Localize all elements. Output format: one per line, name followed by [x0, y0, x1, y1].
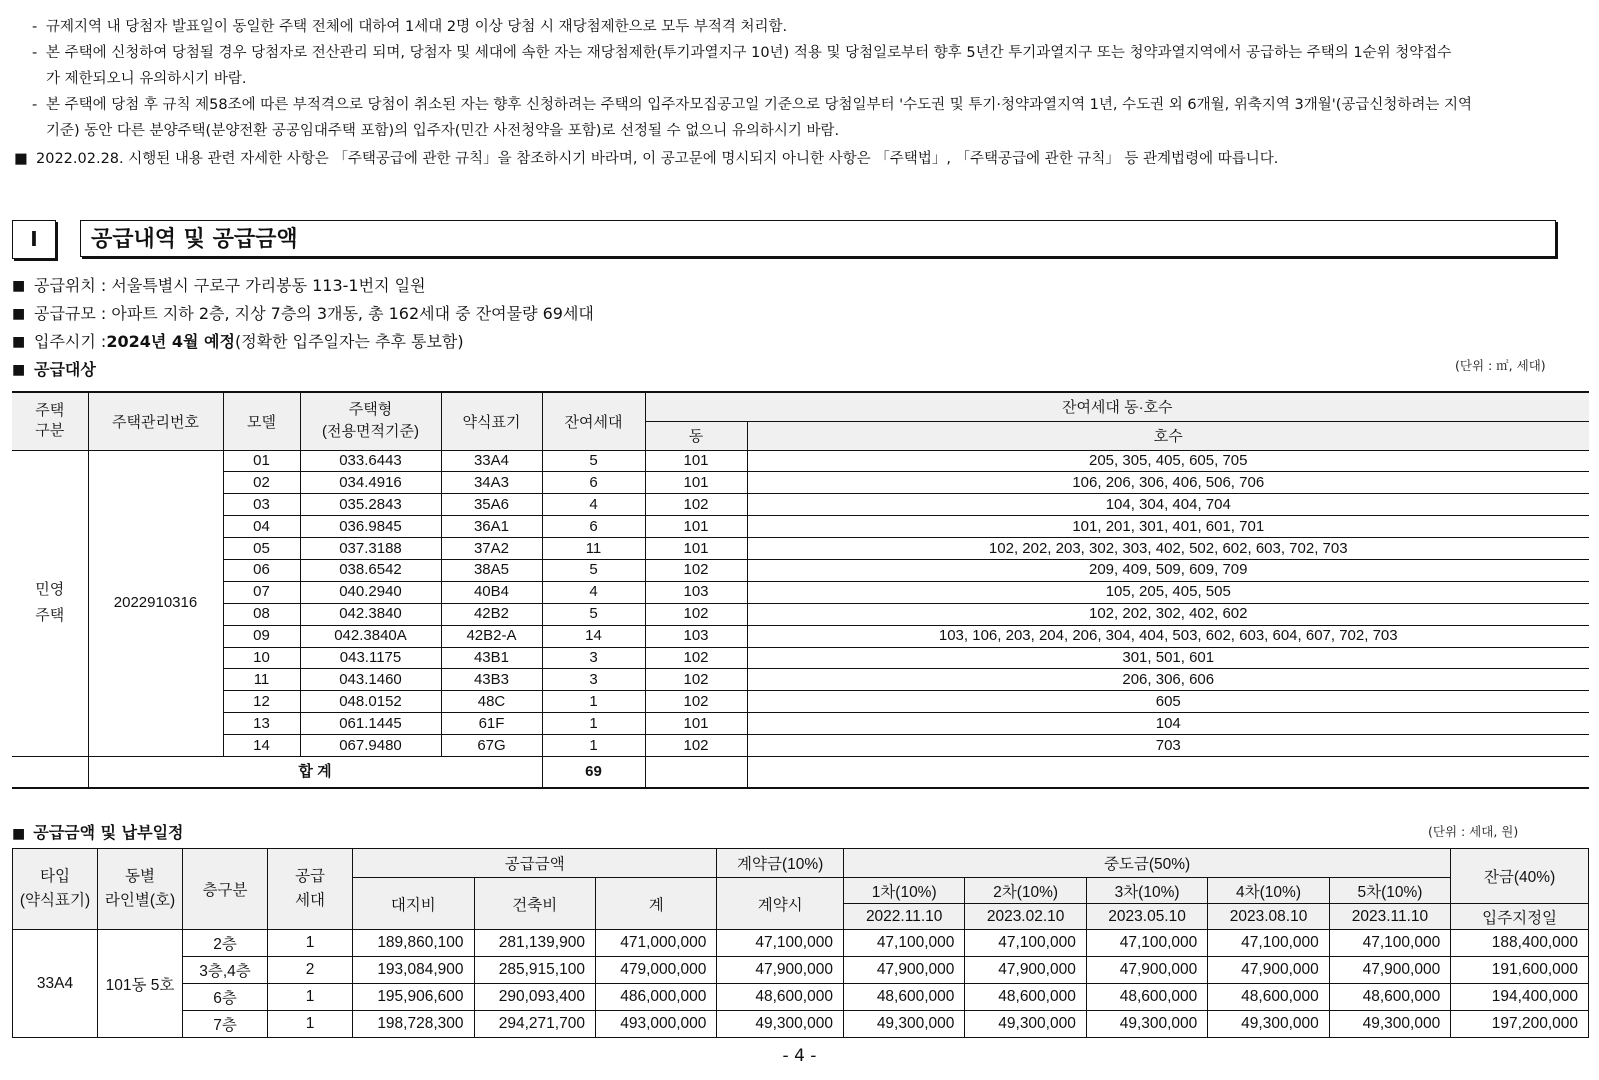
cell-model: 03 [223, 494, 300, 516]
cell-type: 040.2940 [300, 581, 441, 603]
cell-land: 193,084,900 [353, 957, 474, 984]
cell-dong: 101 [645, 516, 747, 538]
cell-type: 043.1460 [300, 669, 441, 691]
total-label: 합 계 [88, 756, 542, 788]
cell-count: 5 [542, 603, 645, 625]
cell-type: 037.3188 [300, 538, 441, 560]
cell-model: 12 [223, 691, 300, 713]
housing-kind: 민영 주택 [12, 450, 88, 756]
cell-m3: 49,300,000 [1086, 1011, 1207, 1038]
cell-ho: 104 [747, 713, 1589, 735]
cell-floor: 6층 [183, 984, 268, 1011]
table-row [12, 450, 1589, 472]
cell-sum: 479,000,000 [595, 957, 716, 984]
cell-dong: 102 [645, 669, 747, 691]
cell-count: 1 [542, 713, 645, 735]
hdr-ho: 호수 [747, 421, 1589, 450]
cell-deposit: 49,300,000 [717, 1011, 844, 1038]
cell-ho: 101, 201, 301, 401, 601, 701 [747, 516, 1589, 538]
cell-count: 11 [542, 538, 645, 560]
section-title: 공급내역 및 공급금액 [80, 220, 1556, 257]
total-empty [12, 756, 88, 788]
cell-m2: 47,900,000 [965, 957, 1086, 984]
hdr-d4: 2023.08.10 [1208, 904, 1329, 930]
cell-m4: 48,600,000 [1208, 984, 1329, 1011]
hdr-type: 주택 구분 [12, 392, 88, 450]
cell-m5: 49,300,000 [1329, 1011, 1450, 1038]
cell-type: 033.6443 [300, 450, 441, 472]
cell-m1: 48,600,000 [843, 984, 964, 1011]
info-bullets [12, 272, 594, 384]
table-row [12, 559, 1589, 581]
notes-block [14, 14, 1575, 172]
hdr-d1: 2022.11.10 [843, 904, 964, 930]
cell-units: 1 [268, 930, 353, 957]
cell-abbr: 37A2 [441, 538, 542, 560]
cell-ho: 103, 106, 203, 204, 206, 304, 404, 503, 602, 603, 604, 607, 702, 703 [747, 625, 1589, 647]
cell-dong: 102 [645, 494, 747, 516]
cell-dong: 101 [645, 472, 747, 494]
cell-count: 5 [542, 450, 645, 472]
hdr-m5: 5차(10%) [1329, 878, 1450, 904]
table-row [12, 691, 1589, 713]
cell-balance: 197,200,000 [1451, 1011, 1589, 1038]
table-row [12, 713, 1589, 735]
cell-balance: 188,400,000 [1451, 930, 1589, 957]
cell-count: 6 [542, 472, 645, 494]
cell-count: 14 [542, 625, 645, 647]
cell-model: 08 [223, 603, 300, 625]
cell-m1: 47,100,000 [843, 930, 964, 957]
supply-target-unit: (단위 : ㎡, 세대) [1455, 358, 1546, 373]
cell-ho: 102, 202, 302, 402, 602 [747, 603, 1589, 625]
table-row [12, 538, 1589, 560]
table-row [12, 647, 1589, 669]
cell-floor: 3층,4층 [183, 957, 268, 984]
cell-dong: 102 [645, 735, 747, 757]
cell-ho: 703 [747, 735, 1589, 757]
table-row [12, 603, 1589, 625]
cell-ho: 209, 409, 509, 609, 709 [747, 559, 1589, 581]
cell-abbr: 43B3 [441, 669, 542, 691]
cell-abbr: 61F [441, 713, 542, 735]
cell-model: 13 [223, 713, 300, 735]
cell-abbr: 48C [441, 691, 542, 713]
cell-abbr: 35A6 [441, 494, 542, 516]
price-body [13, 930, 1589, 1038]
note-2-cont: 가 제한되오니 유의하시기 바람. [46, 71, 247, 87]
cell-sum: 493,000,000 [595, 1011, 716, 1038]
cell-deposit: 47,100,000 [717, 930, 844, 957]
cell-dong: 102 [645, 603, 747, 625]
cell-m5: 48,600,000 [1329, 984, 1450, 1011]
hdr-land: 대지비 [353, 878, 474, 930]
info-move-in: ■ 입주시기 : 2024년 4월 예정 (정확한 입주일자는 추후 통보함) [12, 332, 464, 351]
page-number: - 4 - [782, 1046, 817, 1066]
cell-model: 01 [223, 450, 300, 472]
cell-m1: 49,300,000 [843, 1011, 964, 1038]
table-row [13, 930, 1589, 957]
cell-ho: 105, 205, 405, 505 [747, 581, 1589, 603]
cell-dong: 103 [645, 625, 747, 647]
hdr-price-units: 공급 세대 [268, 849, 353, 930]
cell-building: 290,093,400 [474, 984, 595, 1011]
hdr-d5: 2023.11.10 [1329, 904, 1450, 930]
note-3-cont: 기준) 동안 다른 분양주택(분양전환 공공임대주택 포함)의 입주자(민간 사전청약을 포함)로 선정될 수 없으니 유의하시기 바람. [46, 123, 840, 139]
cell-m3: 48,600,000 [1086, 984, 1207, 1011]
cell-balance: 194,400,000 [1451, 984, 1589, 1011]
cell-dong: 102 [645, 647, 747, 669]
cell-count: 6 [542, 516, 645, 538]
cell-m5: 47,100,000 [1329, 930, 1450, 957]
cell-m4: 47,900,000 [1208, 957, 1329, 984]
table-row [12, 494, 1589, 516]
cell-abbr: 42B2 [441, 603, 542, 625]
hdr-balance: 잔금(40%) [1451, 849, 1589, 904]
cell-type: 042.3840A [300, 625, 441, 647]
cell-dong: 101 [645, 713, 747, 735]
hdr-middle: 중도금(50%) [843, 849, 1450, 878]
cell-m2: 47,100,000 [965, 930, 1086, 957]
cell-m5: 47,900,000 [1329, 957, 1450, 984]
section-header [12, 220, 1589, 259]
cell-building: 281,139,900 [474, 930, 595, 957]
cell-model: 05 [223, 538, 300, 560]
hdr-deposit-when: 계약시 [717, 878, 844, 930]
hdr-dong-ho: 잔여세대 동·호수 [645, 392, 1589, 421]
hdr-building: 건축비 [474, 878, 595, 930]
cell-land: 198,728,300 [353, 1011, 474, 1038]
cell-type: 042.3840 [300, 603, 441, 625]
cell-m4: 47,100,000 [1208, 930, 1329, 957]
cell-model: 02 [223, 472, 300, 494]
cell-dong: 101 [645, 450, 747, 472]
hdr-m2: 2차(10%) [965, 878, 1086, 904]
price-line-value: 101동 5호 [98, 930, 183, 1038]
cell-floor: 2층 [183, 930, 268, 957]
cell-deposit: 48,600,000 [717, 984, 844, 1011]
cell-sum: 471,000,000 [595, 930, 716, 957]
cell-model: 10 [223, 647, 300, 669]
total-value: 69 [542, 756, 645, 788]
cell-dong: 102 [645, 559, 747, 581]
hdr-d2: 2023.02.10 [965, 904, 1086, 930]
cell-count: 3 [542, 647, 645, 669]
cell-model: 06 [223, 559, 300, 581]
cell-land: 189,860,100 [353, 930, 474, 957]
cell-ho: 106, 206, 306, 406, 506, 706 [747, 472, 1589, 494]
cell-m3: 47,900,000 [1086, 957, 1207, 984]
cell-model: 07 [223, 581, 300, 603]
hdr-housing-type: 주택형 (전용면적기준) [300, 392, 441, 450]
hdr-price-line: 동별 라인별(호) [98, 849, 183, 930]
cell-count: 5 [542, 559, 645, 581]
hdr-dong: 동 [645, 421, 747, 450]
table-row [13, 1011, 1589, 1038]
total-dong-empty [645, 756, 747, 788]
cell-type: 035.2843 [300, 494, 441, 516]
cell-sum: 486,000,000 [595, 984, 716, 1011]
hdr-deposit: 계약금(10%) [717, 849, 844, 878]
supply-target-table [12, 391, 1589, 789]
hdr-d3: 2023.05.10 [1086, 904, 1207, 930]
cell-ho: 206, 306, 606 [747, 669, 1589, 691]
cell-count: 3 [542, 669, 645, 691]
table-row [13, 984, 1589, 1011]
cell-m4: 49,300,000 [1208, 1011, 1329, 1038]
cell-m3: 47,100,000 [1086, 930, 1207, 957]
hdr-abbr: 약식표기 [441, 392, 542, 450]
cell-type: 061.1445 [300, 713, 441, 735]
cell-abbr: 43B1 [441, 647, 542, 669]
hdr-price-floor: 층구분 [183, 849, 268, 930]
cell-type: 038.6542 [300, 559, 441, 581]
cell-dong: 103 [645, 581, 747, 603]
cell-m2: 48,600,000 [965, 984, 1086, 1011]
cell-type: 067.9480 [300, 735, 441, 757]
table-row [12, 735, 1589, 757]
cell-units: 2 [268, 957, 353, 984]
management-number: 2022910316 [88, 450, 223, 756]
cell-ho: 205, 305, 405, 605, 705 [747, 450, 1589, 472]
note-1: - 규제지역 내 당첨자 발표일이 동일한 주택 전체에 대하여 1세대 2명 이상 당첨 시 재당첨제한으로 모두 부적격 처리함. [32, 19, 788, 35]
hdr-price-type: 타입 (약식표기) [13, 849, 98, 930]
cell-ho: 301, 501, 601 [747, 647, 1589, 669]
cell-building: 285,915,100 [474, 957, 595, 984]
cell-units: 1 [268, 984, 353, 1011]
cell-model: 14 [223, 735, 300, 757]
cell-ho: 104, 304, 404, 704 [747, 494, 1589, 516]
cell-model: 04 [223, 516, 300, 538]
price-unit: (단위 : 세대, 원) [1428, 824, 1519, 839]
cell-count: 1 [542, 735, 645, 757]
section-number: I [12, 220, 56, 259]
total-row [12, 756, 1589, 788]
cell-abbr: 34A3 [441, 472, 542, 494]
cell-abbr: 38A5 [441, 559, 542, 581]
cell-abbr: 40B4 [441, 581, 542, 603]
cell-abbr: 42B2-A [441, 625, 542, 647]
hdr-model: 모델 [223, 392, 300, 450]
hdr-remaining: 잔여세대 [542, 392, 645, 450]
cell-type: 043.1175 [300, 647, 441, 669]
cell-count: 1 [542, 691, 645, 713]
cell-ho: 605 [747, 691, 1589, 713]
cell-dong: 102 [645, 691, 747, 713]
cell-deposit: 47,900,000 [717, 957, 844, 984]
note-4: ■ 2022.02.28. 시행된 내용 관련 자세한 사항은 「주택공급에 관한 규칙」을 참조하시기 바라며, 이 공고문에 명시되지 아니한 사항은 「주택법」, 「주택공급에 관한 규칙」 등 관계법령에 따릅니다. [14, 151, 1279, 167]
cell-land: 195,906,600 [353, 984, 474, 1011]
hdr-supply-amount: 공급금액 [353, 849, 717, 878]
table-row [12, 516, 1589, 538]
info-location: ■ 공급위치 : 서울특별시 구로구 가리봉동 113-1번지 일원 [12, 276, 426, 295]
hdr-mgmt-no: 주택관리번호 [88, 392, 223, 450]
hdr-m3: 3차(10%) [1086, 878, 1207, 904]
cell-count: 4 [542, 581, 645, 603]
cell-count: 4 [542, 494, 645, 516]
cell-units: 1 [268, 1011, 353, 1038]
hdr-m4: 4차(10%) [1208, 878, 1329, 904]
note-2: - 본 주택에 신청하여 당첨될 경우 당첨자로 전산관리 되며, 당첨자 및 세대에 속한 자는 재당첨제한(투기과열지구 10년) 적용 및 당첨일로부터 향후 5년간 투기과열지구 또는 청약과열지역에서 공급하는 주택의 1순위 청약접수 [32, 45, 1452, 61]
cell-m2: 49,300,000 [965, 1011, 1086, 1038]
cell-dong: 101 [645, 538, 747, 560]
hdr-balance-when: 입주지정일 [1451, 904, 1589, 930]
cell-model: 09 [223, 625, 300, 647]
cell-balance: 191,600,000 [1451, 957, 1589, 984]
note-3: - 본 주택에 당첨 후 규칙 제58조에 따른 부적격으로 당첨이 취소된 자는 향후 신청하려는 주택의 입주자모집공고일 기준으로 당첨일부터 '수도권 및 투기·청약과열지역 1년, 수도권 외 6개월, 위축지역 3개월'(공급신청하려는 지역 [32, 97, 1473, 113]
table-row [12, 581, 1589, 603]
cell-building: 294,271,700 [474, 1011, 595, 1038]
cell-type: 034.4916 [300, 472, 441, 494]
cell-abbr: 36A1 [441, 516, 542, 538]
cell-abbr: 67G [441, 735, 542, 757]
hdr-m1: 1차(10%) [843, 878, 964, 904]
table-row [12, 472, 1589, 494]
cell-ho: 102, 202, 203, 302, 303, 402, 502, 602, 603, 702, 703 [747, 538, 1589, 560]
table-row [13, 957, 1589, 984]
price-type-value: 33A4 [13, 930, 98, 1038]
total-ho-empty [747, 756, 1589, 788]
hdr-sum: 계 [595, 878, 716, 930]
cell-floor: 7층 [183, 1011, 268, 1038]
info-scale: ■ 공급규모 : 아파트 지하 2층, 지상 7층의 3개동, 총 162세대 중 잔여물량 69세대 [12, 304, 594, 323]
price-title: ■ 공급금액 및 납부일정 [12, 823, 184, 842]
table-row [12, 669, 1589, 691]
table-row [12, 625, 1589, 647]
cell-type: 036.9845 [300, 516, 441, 538]
cell-model: 11 [223, 669, 300, 691]
cell-type: 048.0152 [300, 691, 441, 713]
price-table [12, 848, 1589, 1038]
supply-target-body [12, 450, 1589, 788]
cell-abbr: 33A4 [441, 450, 542, 472]
cell-m1: 47,900,000 [843, 957, 964, 984]
supply-target-title: ■ 공급대상 [12, 360, 96, 379]
